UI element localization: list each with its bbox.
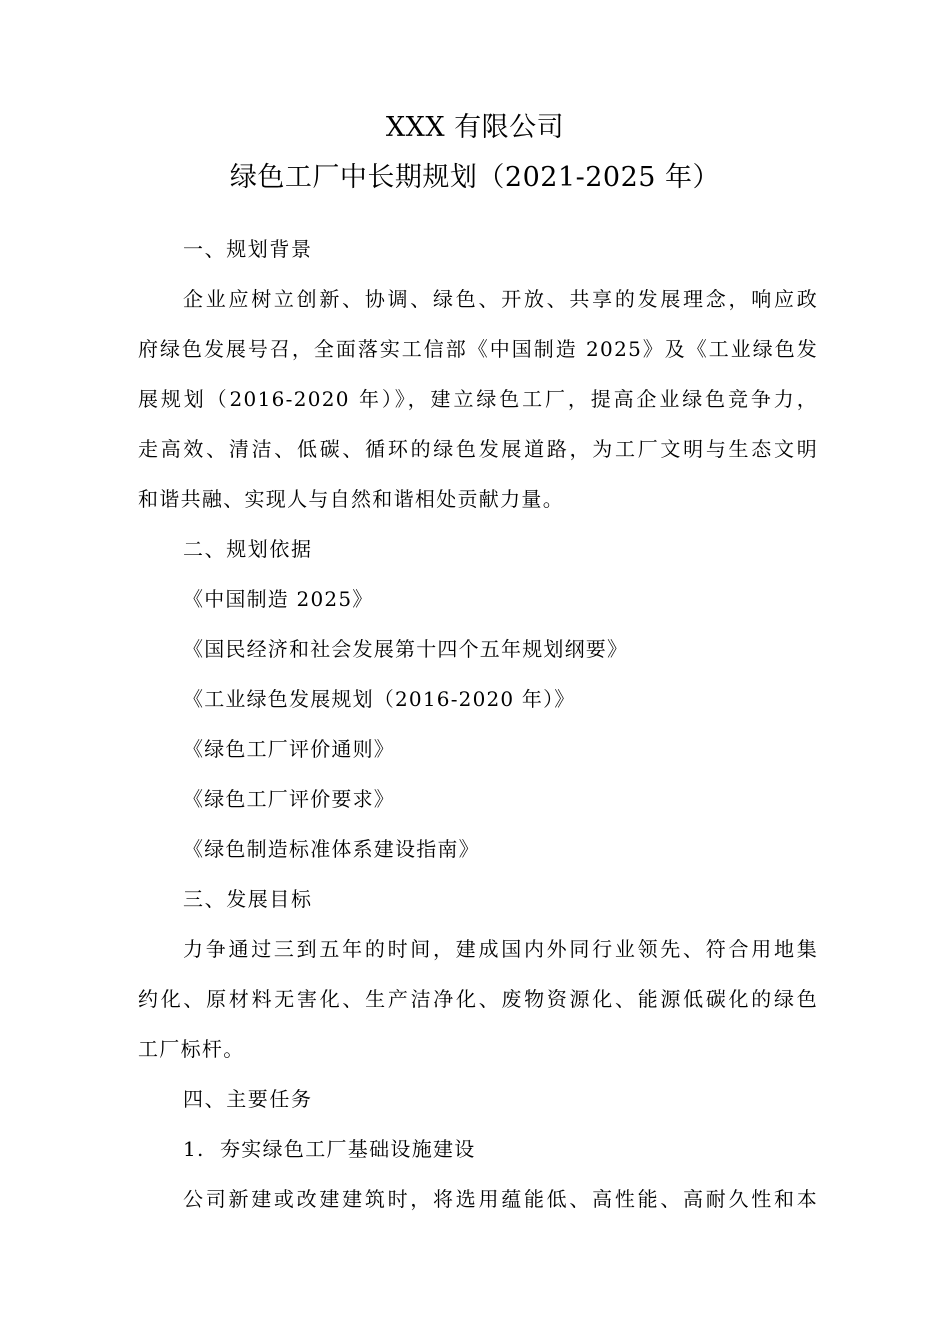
reference-item: 《中国制造 2025》	[183, 587, 374, 611]
reference-item: 《国民经济和社会发展第十四个五年规划纲要》	[183, 637, 629, 661]
paragraph-line: 约化、原材料无害化、生产洁净化、废物资源化、能源低碳化的绿色	[138, 987, 818, 1011]
section-heading-background: 一、规划背景	[183, 237, 313, 261]
reference-item: 《工业绿色发展规划（2016-2020 年）》	[183, 687, 576, 711]
paragraph-line: 和谐共融、实现人与自然和谐相处贡献力量。	[138, 487, 564, 511]
reference-item: 《绿色制造标准体系建设指南》	[183, 837, 480, 861]
section-heading-goals: 三、发展目标	[183, 887, 313, 911]
company-title: XXX 有限公司	[385, 112, 565, 143]
paragraph-line: 企业应树立创新、协调、绿色、开放、共享的发展理念，响应政	[183, 287, 818, 311]
reference-item: 《绿色工厂评价通则》	[183, 737, 395, 761]
section-heading-tasks: 四、主要任务	[183, 1087, 313, 1111]
paragraph-line: 府绿色发展号召，全面落实工信部《中国制造 2025》及《工业绿色发	[138, 337, 818, 361]
paragraph-line: 走高效、清洁、低碳、循环的绿色发展道路，为工厂文明与生态文明	[138, 437, 818, 461]
plan-title: 绿色工厂中长期规划（2021-2025 年）	[229, 162, 721, 193]
reference-item: 《绿色工厂评价要求》	[183, 787, 395, 811]
paragraph-line: 工厂标杆。	[138, 1037, 245, 1061]
paragraph-line: 力争通过三到五年的时间，建成国内外同行业领先、符合用地集	[183, 937, 818, 961]
paragraph-line: 展规划（2016-2020 年）》，建立绿色工厂，提高企业绿色竞争力，	[138, 387, 818, 411]
paragraph-line: 公司新建或改建建筑时，将选用蕴能低、高性能、高耐久性和本	[183, 1187, 818, 1211]
task-subheading: 1. 夯实绿色工厂基础设施建设	[183, 1137, 476, 1161]
section-heading-basis: 二、规划依据	[183, 537, 313, 561]
